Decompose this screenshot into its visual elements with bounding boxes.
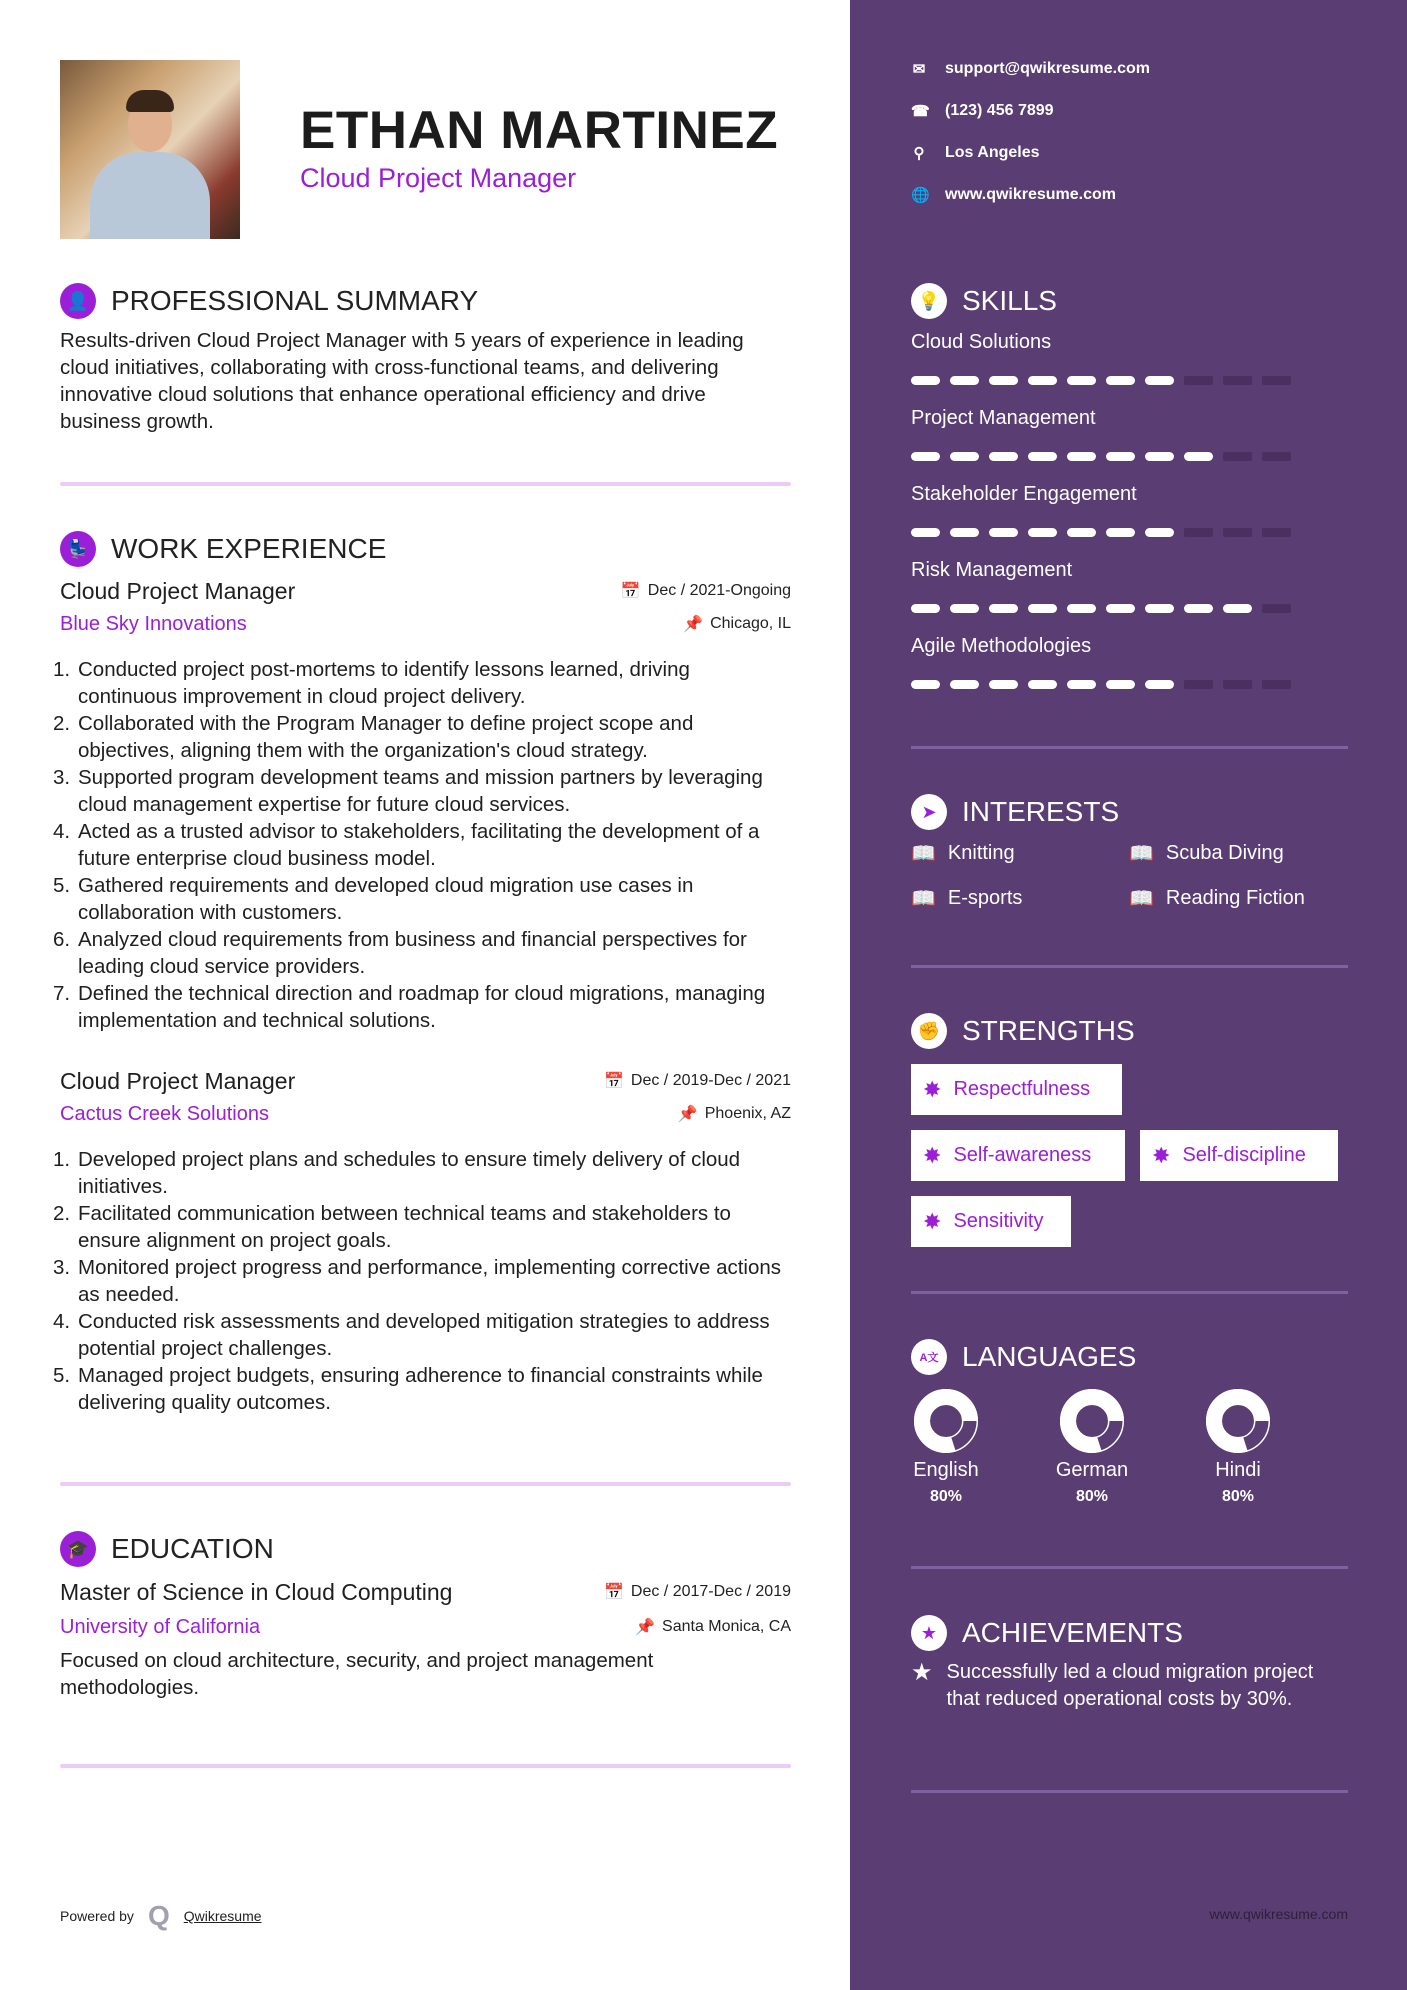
divider <box>911 1566 1348 1569</box>
languages-section <box>911 1339 1348 1375</box>
bullet-item <box>53 656 791 710</box>
strength-label: Self-discipline <box>1182 1144 1306 1166</box>
bullet-item <box>53 710 791 764</box>
phone-icon: ☎ <box>911 103 930 120</box>
contact-website[interactable]: www.qwikresume.com <box>945 186 1117 203</box>
calendar-icon: 📅 <box>620 583 641 600</box>
skill-level-bar <box>911 591 1348 625</box>
education-heading: EDUCATION <box>111 1533 274 1564</box>
bullet-text: Monitored project progress and performance, implementing corrective actions as needed. <box>78 1256 782 1306</box>
skill-level-bar <box>911 667 1348 701</box>
interests-section <box>911 794 1348 830</box>
interest-item <box>1129 886 1305 911</box>
bullet-text: Conducted project post-mortems to identify lessons learned, driving continuous improvement in cloud project delivery. <box>78 658 690 708</box>
education-section <box>60 1531 791 1701</box>
bullet-number: 4. <box>53 820 71 843</box>
summary-heading: PROFESSIONAL SUMMARY <box>111 285 479 316</box>
skill-segment-filled <box>950 376 979 385</box>
bullet-number: 1. <box>53 658 71 681</box>
bullet-item <box>53 926 791 980</box>
globe-icon: 🌐 <box>911 187 930 204</box>
fist-icon: ✊ <box>911 1013 947 1049</box>
skill-segment-filled <box>911 680 940 689</box>
skill-segment-empty <box>1262 680 1291 689</box>
powered-by-label: Powered by <box>60 1908 134 1924</box>
strengths-heading: STRENGTHS <box>962 1015 1135 1046</box>
skill-segment-filled <box>911 528 940 537</box>
skill-segment-filled <box>1145 452 1174 461</box>
badge-icon: ✸ <box>923 1208 942 1234</box>
bullet-item <box>53 818 791 872</box>
skill-level-bar <box>911 363 1348 397</box>
interest-label: E-sports <box>947 887 1023 909</box>
skill-segment-filled <box>989 376 1018 385</box>
divider <box>60 482 791 486</box>
skill-segment-filled <box>1067 528 1096 537</box>
skill-segment-empty <box>1223 528 1252 537</box>
language-percent: 80% <box>1221 1488 1255 1505</box>
book-icon: 📖 <box>1129 843 1154 865</box>
bullet-item <box>53 872 791 926</box>
calendar-icon: 📅 <box>603 1073 624 1090</box>
contact-email[interactable]: support@qwikresume.com <box>945 60 1150 77</box>
language-item <box>1183 1388 1293 1506</box>
summary-text: Results-driven Cloud Project Manager with 5 years of experience in leading cloud initiatives, collaborating with cross-functional teams, and delivering innovative cloud solutions that enhance operational efficiency and drive business growth. <box>60 329 744 433</box>
skill-name: Project Management <box>911 407 1096 429</box>
skill-segment-empty <box>1262 528 1291 537</box>
bullet-item <box>53 980 791 1034</box>
bullet-item <box>53 1308 791 1362</box>
job-location: Chicago, IL <box>710 615 791 632</box>
job-bullets <box>53 1146 791 1416</box>
bullet-number: 3. <box>53 1256 71 1279</box>
skill-name: Cloud Solutions <box>911 331 1052 353</box>
skill-segment-filled <box>1028 528 1057 537</box>
language-item <box>1037 1388 1147 1506</box>
skill-level-bar <box>911 439 1348 473</box>
strength-chip <box>911 1130 1125 1181</box>
bullet-item <box>53 764 791 818</box>
bullet-text: Conducted risk assessments and developed mitigation strategies to address potential project challenges. <box>78 1310 770 1360</box>
language-name: Hindi <box>1215 1459 1261 1481</box>
skill-segment-empty <box>1223 680 1252 689</box>
education-location: Santa Monica, CA <box>662 1618 791 1635</box>
education-dates: Dec / 2017-Dec / 2019 <box>630 1583 791 1600</box>
strength-label: Respectfulness <box>953 1078 1091 1100</box>
skill-segment-filled <box>911 376 940 385</box>
location-pin-icon: ⚲ <box>913 145 925 162</box>
skill-segment-filled <box>1145 376 1174 385</box>
bullet-text: Facilitated communication between technical teams and stakeholders to ensure alignment on project goals. <box>78 1202 731 1252</box>
skill-segment-filled <box>1106 680 1135 689</box>
divider <box>60 1764 791 1768</box>
skill-segment-filled <box>1067 376 1096 385</box>
skill-segment-filled <box>1028 604 1057 613</box>
skill-segment-filled <box>950 604 979 613</box>
pin-icon: 📌 <box>635 1619 656 1636</box>
language-name: German <box>1055 1459 1129 1481</box>
skill-name: Agile Methodologies <box>911 635 1092 657</box>
language-percent: 80% <box>1075 1488 1109 1505</box>
strength-chip <box>911 1196 1071 1247</box>
job-company: Blue Sky Innovations <box>60 612 247 635</box>
job-entry <box>53 576 791 1034</box>
book-icon: 📖 <box>1129 888 1154 910</box>
bullet-number: 5. <box>53 874 71 897</box>
pin-icon: 📌 <box>683 616 704 633</box>
skill-segment-filled <box>950 680 979 689</box>
skill-segment-empty <box>1223 452 1252 461</box>
translate-icon: A文 <box>911 1339 947 1375</box>
skill-segment-filled <box>989 680 1018 689</box>
skill-segment-filled <box>911 604 940 613</box>
job-location: Phoenix, AZ <box>704 1105 791 1122</box>
graduate-icon: 🎓 <box>60 1531 96 1567</box>
languages-heading: LANGUAGES <box>962 1341 1137 1372</box>
skill-segment-filled <box>989 604 1018 613</box>
powered-by <box>60 1900 262 1932</box>
contact-phone: (123) 456 7899 <box>945 102 1054 119</box>
bullet-text: Developed project plans and schedules to ensure timely delivery of cloud initiatives. <box>78 1148 741 1198</box>
divider <box>911 1291 1348 1294</box>
contact-location: Los Angeles <box>945 144 1040 161</box>
skill-name: Risk Management <box>911 559 1073 581</box>
job-dates: Dec / 2021-Ongoing <box>647 582 791 599</box>
strength-chip <box>911 1064 1122 1115</box>
skill-segment-empty <box>1184 528 1213 537</box>
skill-segment-filled <box>1145 528 1174 537</box>
skills-heading: SKILLS <box>962 285 1057 316</box>
candidate-title: Cloud Project Manager <box>300 163 577 193</box>
interest-item <box>911 886 1022 911</box>
badge-icon: ✸ <box>1152 1142 1171 1168</box>
skill-segment-filled <box>989 528 1018 537</box>
book-icon: 📖 <box>911 888 936 910</box>
book-icon: 📖 <box>911 843 936 865</box>
skill-segment-filled <box>1223 604 1252 613</box>
bullet-item <box>53 1146 791 1200</box>
divider <box>60 1482 791 1486</box>
bullet-number: 7. <box>53 982 71 1005</box>
bullet-number: 2. <box>53 712 71 735</box>
language-item <box>891 1388 1001 1506</box>
skill-segment-filled <box>1106 604 1135 613</box>
job-entry <box>53 1066 791 1416</box>
language-percent: 80% <box>929 1488 963 1505</box>
job-bullets <box>53 656 791 1034</box>
calendar-icon: 📅 <box>603 1584 624 1601</box>
skill-segment-filled <box>1067 452 1096 461</box>
interest-item <box>1129 841 1284 866</box>
skill-segment-empty <box>1262 376 1291 385</box>
bullet-text: Analyzed cloud requirements from business and financial perspectives for leading cloud service providers. <box>78 928 747 978</box>
skill-segment-filled <box>989 452 1018 461</box>
divider <box>911 1790 1348 1793</box>
interests-heading: INTERESTS <box>962 796 1120 827</box>
bullet-number: 5. <box>53 1364 71 1387</box>
bullet-text: Collaborated with the Program Manager to define project scope and objectives, aligning them with the organization's cloud strategy. <box>78 712 694 762</box>
strength-label: Self-awareness <box>953 1144 1092 1166</box>
divider <box>911 746 1348 749</box>
bullet-number: 1. <box>53 1148 71 1171</box>
job-dates: Dec / 2019-Dec / 2021 <box>630 1072 791 1089</box>
bullet-text: Defined the technical direction and roadmap for cloud migrations, managing implementation and technical solutions. <box>78 982 766 1032</box>
skill-name: Stakeholder Engagement <box>911 483 1137 505</box>
skill-segment-filled <box>1184 604 1213 613</box>
skill-segment-filled <box>1028 376 1057 385</box>
skill-segment-filled <box>1067 604 1096 613</box>
degree: Master of Science in Cloud Computing <box>60 1578 453 1605</box>
job-company: Cactus Creek Solutions <box>60 1102 269 1125</box>
skill-segment-filled <box>1028 452 1057 461</box>
bullet-text: Gathered requirements and developed cloud migration use cases in collaboration with customers. <box>78 874 694 924</box>
candidate-name: ETHAN MARTINEZ <box>300 101 779 160</box>
interest-label: Reading Fiction <box>1165 887 1305 909</box>
achievements-heading: ACHIEVEMENTS <box>962 1617 1183 1648</box>
skill-segment-empty <box>1223 376 1252 385</box>
school: University of California <box>60 1615 261 1638</box>
skill-segment-filled <box>950 452 979 461</box>
skill-segment-filled <box>1145 680 1174 689</box>
education-description: Focused on cloud architecture, security, and project management methodologies. <box>60 1649 654 1699</box>
divider <box>911 965 1348 968</box>
skill-segment-filled <box>950 528 979 537</box>
job-title: Cloud Project Manager <box>60 577 296 604</box>
skill-segment-filled <box>1106 452 1135 461</box>
chair-icon: 💺 <box>60 531 96 567</box>
bullet-number: 4. <box>53 1310 71 1333</box>
bullet-number: 3. <box>53 766 71 789</box>
strengths-section <box>911 1013 1348 1049</box>
strength-chip <box>1140 1130 1338 1181</box>
skill-segment-filled <box>1106 376 1135 385</box>
achievements-section <box>911 1615 1348 1713</box>
lightbulb-icon: 💡 <box>911 283 947 319</box>
language-name: English <box>913 1459 979 1481</box>
interest-label: Scuba Diving <box>1165 842 1284 864</box>
job-title: Cloud Project Manager <box>60 1067 296 1094</box>
skill-segment-empty <box>1184 376 1213 385</box>
bullet-number: 6. <box>53 928 71 951</box>
qwikresume-logo-icon: Q <box>147 1900 170 1931</box>
achievement-text: Successfully led a cloud migration project that reduced operational costs by 30%. <box>946 1661 1314 1710</box>
strength-label: Sensitivity <box>953 1210 1044 1232</box>
paper-plane-icon: ➤ <box>911 794 947 830</box>
interest-item <box>911 841 1015 866</box>
skill-segment-filled <box>1145 604 1174 613</box>
profile-photo <box>60 60 240 239</box>
badge-icon: ✸ <box>923 1142 942 1168</box>
star-icon: ★ <box>911 1615 947 1651</box>
skill-segment-filled <box>1106 528 1135 537</box>
skill-segment-empty <box>1262 604 1291 613</box>
bullet-item <box>53 1362 791 1416</box>
bullet-number: 2. <box>53 1202 71 1225</box>
language-donut <box>1203 1388 1273 1454</box>
badge-icon: ✸ <box>923 1076 942 1102</box>
language-donut <box>911 1388 981 1454</box>
user-icon: 👤 <box>60 283 96 319</box>
skills-section <box>911 283 1348 701</box>
skill-segment-filled <box>1067 680 1096 689</box>
skill-segment-filled <box>1028 680 1057 689</box>
summary-section <box>60 283 791 435</box>
skill-segment-empty <box>1184 680 1213 689</box>
bullet-item <box>53 1254 791 1308</box>
experience-heading: WORK EXPERIENCE <box>111 533 387 564</box>
bullet-text: Supported program development teams and mission partners by leveraging cloud management expertise for future cloud services. <box>78 766 763 816</box>
bullet-item <box>53 1200 791 1254</box>
footer-website[interactable]: www.qwikresume.com <box>1209 1906 1348 1922</box>
interest-label: Knitting <box>947 842 1015 864</box>
pin-icon: 📌 <box>677 1106 698 1123</box>
qwikresume-link[interactable]: Qwikresume <box>183 1908 262 1924</box>
skill-segment-filled <box>911 452 940 461</box>
bullet-text: Managed project budgets, ensuring adherence to financial constraints while delivering quality outcomes. <box>78 1364 763 1414</box>
experience-section <box>60 531 791 567</box>
skill-segment-filled <box>1184 452 1213 461</box>
bullet-text: Acted as a trusted advisor to stakeholders, facilitating the development of a future enterprise cloud business model. <box>78 820 760 870</box>
envelope-icon: ✉ <box>912 61 926 78</box>
skill-level-bar <box>911 515 1348 549</box>
skill-segment-empty <box>1262 452 1291 461</box>
contact-list <box>911 48 1150 216</box>
shooting-star-icon: ★ <box>911 1659 933 1686</box>
language-donut <box>1057 1388 1127 1454</box>
